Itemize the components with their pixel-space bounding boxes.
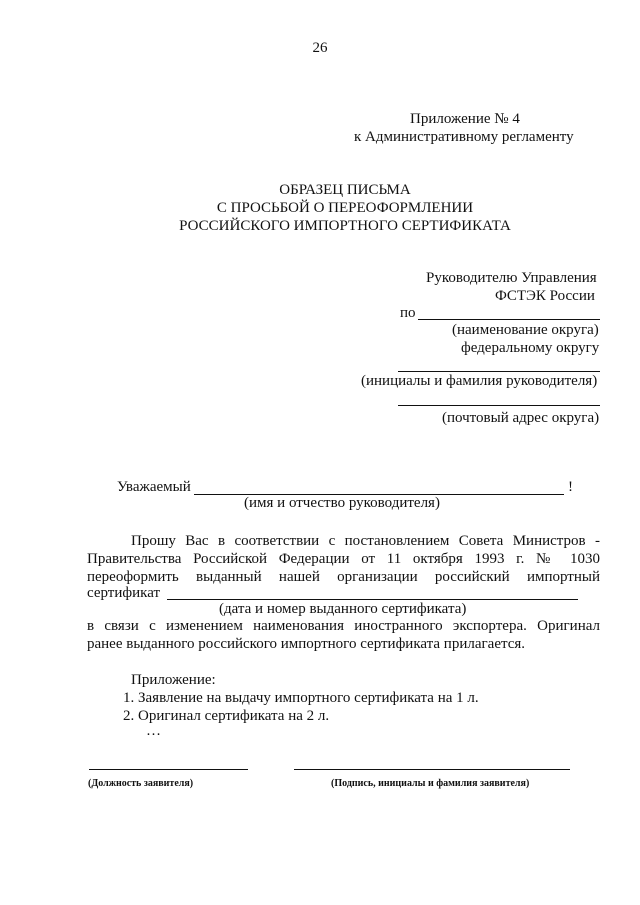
position-hint: (Должность заявителя) — [88, 778, 194, 789]
attachment-item-2: 2. Оригинал сертификата на 2 л. — [123, 708, 330, 724]
appendix-reference: к Административному регламенту — [354, 129, 574, 145]
title-line-2: С ПРОСЬБОЙ О ПЕРЕОФОРМЛЕНИИ — [216, 200, 474, 216]
addressee-line-2: ФСТЭК России — [495, 288, 595, 304]
salutation-exclamation: ! — [568, 479, 573, 495]
signature-line — [294, 769, 570, 770]
attachment-item-1: 1. Заявление на выдачу импортного сертификата на 1 л. — [123, 690, 479, 706]
body-line-3: переоформить выданный нашей организации российский импортный — [87, 569, 600, 585]
attachments-heading: Приложение: — [131, 672, 216, 688]
addressee-federal: федеральному округу — [461, 340, 600, 356]
page-number: 26 — [312, 40, 328, 56]
signature-hint: (Подпись, инициалы и фамилия заявителя) — [331, 778, 530, 789]
body-line-2: Правительства Российской Федерации от 11 октября 1993 г. № 1030 — [87, 551, 600, 567]
head-name-hint: (инициалы и фамилия руководителя) — [361, 373, 598, 389]
address-line — [398, 405, 600, 406]
body-line-4: сертификат — [87, 585, 161, 601]
okrug-name-line — [418, 319, 600, 320]
address-hint: (почтовый адрес округа) — [442, 410, 600, 426]
attachments-ellipsis: … — [146, 723, 161, 739]
addressee-line-1: Руководителю Управления — [426, 270, 597, 286]
okrug-name-hint: (наименование округа) — [452, 322, 599, 338]
certificate-hint: (дата и номер выданного сертификата) — [219, 601, 467, 617]
body-line-6: ранее выданного российского импортного сертификата прилагается. — [87, 636, 526, 652]
title-line-1: ОБРАЗЕЦ ПИСЬМА — [279, 182, 411, 198]
appendix-number: Приложение № 4 — [410, 111, 520, 127]
title-line-3: РОССИЙСКОГО ИМПОРТНОГО СЕРТИФИКАТА — [179, 218, 511, 234]
body-line-1: Прошу Вас в соответствии с постановлением Совета Министров - — [131, 533, 600, 549]
salutation-prefix: Уважаемый — [117, 479, 191, 495]
salutation-hint: (имя и отчество руководителя) — [244, 495, 440, 511]
body-line-5: в связи с изменением наименования иностранного экспортера. Оригинал — [87, 618, 600, 634]
position-line — [89, 769, 248, 770]
addressee-po: по — [400, 305, 416, 321]
